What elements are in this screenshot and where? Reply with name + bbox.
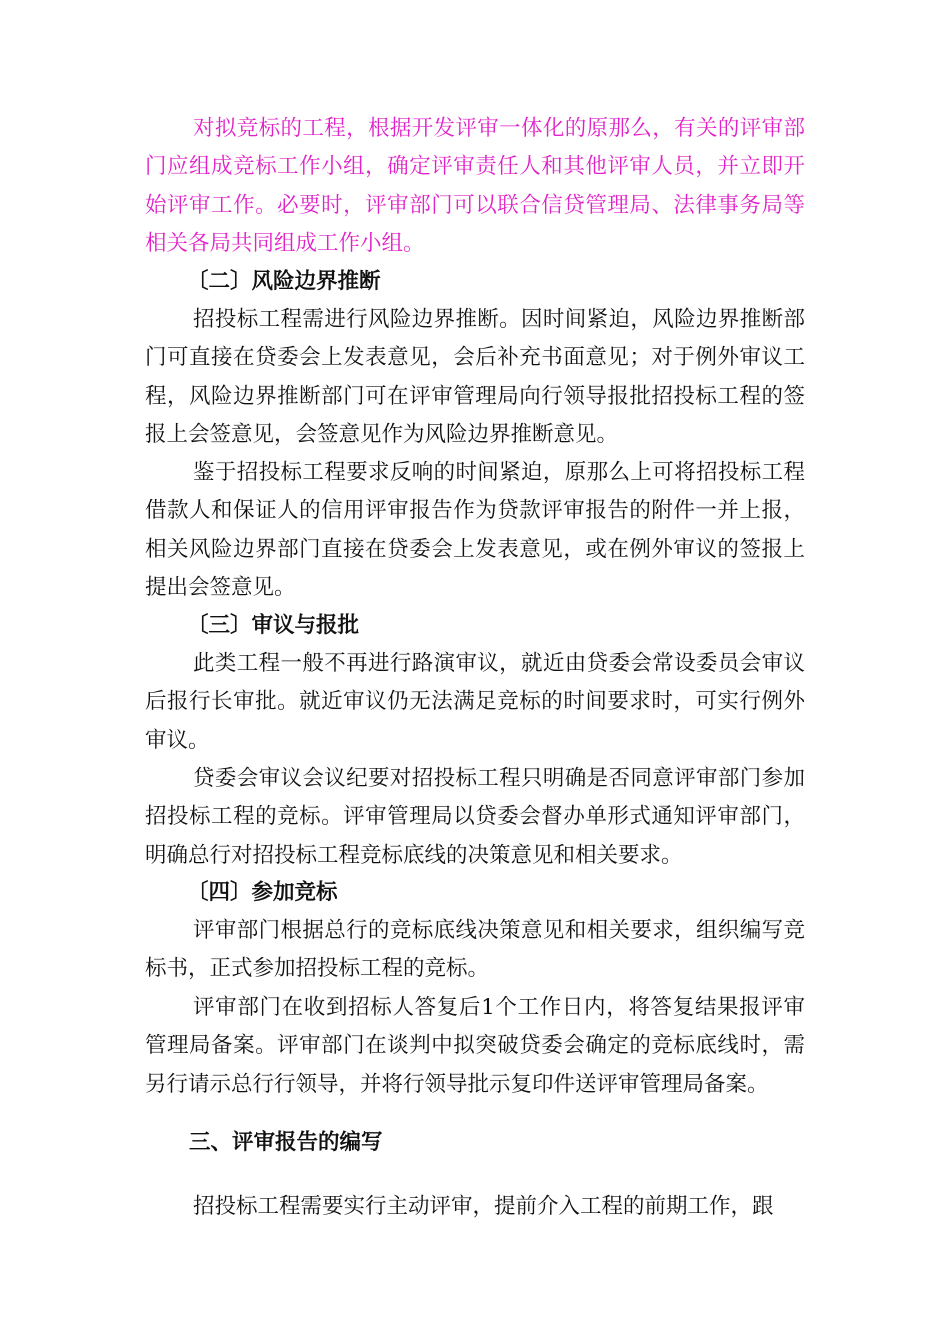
paragraph-bid-document: 评审部门根据总行的竞标底线决策意见和相关要求，组织编写竞标书，正式参加招投标工程的竞标。: [145, 918, 805, 982]
heading-join-bidding: 〔四〕参加竞标: [187, 880, 338, 905]
heading-report-writing: 三、评审报告的编写: [189, 1130, 383, 1155]
heading-review-approval: 〔三〕审议与报批: [187, 613, 360, 638]
paragraph-active-review: 招投标工程需要实行主动评审，提前介入工程的前期工作，跟: [193, 1194, 774, 1219]
paragraph-review-approval: 此类工程一般不再进行路演审议，就近由贷委会常设委员会审议后报行长审批。就近审议仍无法满足竞标的时间要求时，可实行例外审议。: [145, 651, 805, 753]
paragraph-risk-boundary: 招投标工程需进行风险边界推断。因时间紧迫，风险边界推断部门可直接在贷委会上发表意见，会后补充书面意见；对于例外审议工程，风险边界推断部门可在评审管理局向行领导报批招投标工程的签报上会签意见，会签意见作为风险边界推断意见。: [145, 307, 805, 447]
paragraph-credit-report: 鉴于招投标工程要求反响的时间紧迫，原那么上可将招投标工程借款人和保证人的信用评审报告作为贷款评审报告的附件一并上报，相关风险边界部门直接在贷委会上发表意见，或在例外审议的签报上提出会签意见。: [145, 460, 805, 600]
paragraph-bid-team: 对拟竞标的工程，根据开发评审一体化的原那么，有关的评审部门应组成竞标工作小组，确定评审责任人和其他评审人员，并立即开始评审工作。必要时，评审部门可以联合信贷管理局、法律事务局等相关各局共同组成工作小组。: [145, 116, 805, 256]
paragraph-meeting-minutes: 贷委会审议会议纪要对招投标工程只明确是否同意评审部门参加招投标工程的竞标。评审管理局以贷委会督办单形式通知评审部门，明确总行对招投标工程竞标底线的决策意见和相关要求。: [145, 766, 805, 868]
heading-risk-boundary: 〔二〕风险边界推断: [187, 269, 381, 294]
paragraph-reply-filing: 评审部门在收到招标人答复后1个工作日内，将答复结果报评审管理局备案。评审部门在谈判中拟突破贷委会确定的竞标底线时，需另行请示总行行领导，并将行领导批示复印件送评审管理局备案。: [145, 995, 805, 1097]
